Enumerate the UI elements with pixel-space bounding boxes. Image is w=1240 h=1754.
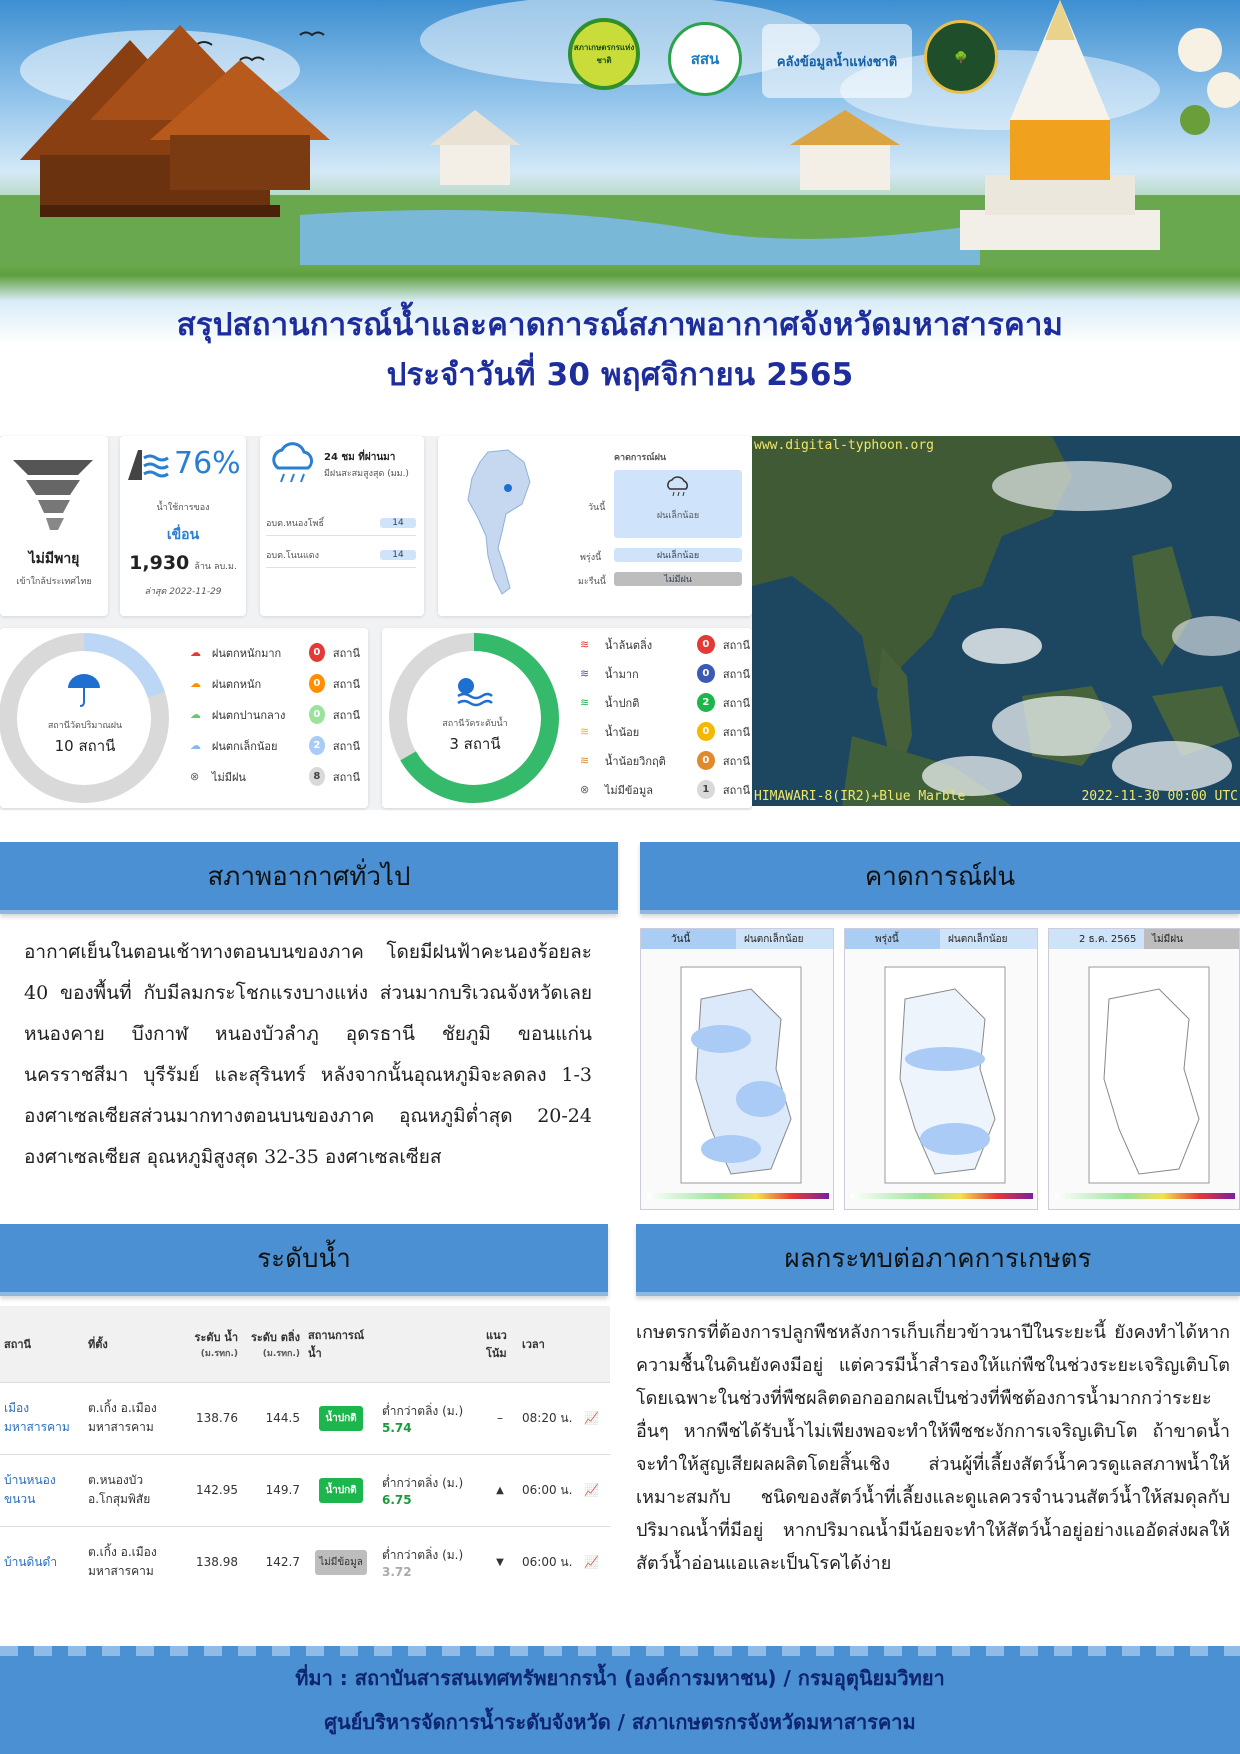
rain24-station-value: 14	[380, 518, 416, 528]
legend-overflow	[580, 630, 750, 659]
legend-unit: สถานี	[722, 696, 750, 710]
bank-level-value: 142.7	[242, 1526, 304, 1598]
province-rain-map	[641, 949, 835, 1211]
station-location: ต.เกิ้ง อ.เมือง มหาสารคาม	[84, 1382, 180, 1454]
forecast-header: คาดการณ์ฝน	[614, 453, 667, 463]
rain24-title-2: มีฝนสะสมสูงสุด (มม.)	[324, 469, 409, 479]
rain24-station-name: อบต.โนนแดง	[266, 550, 320, 561]
tornado-icon	[8, 450, 98, 540]
footer-source-line-1: ที่มา : สถาบันสารสนเทศทรัพยากรน้ำ (องค์การมหาชน) / กรมอุตุนิยมวิทยา	[295, 1666, 945, 1690]
col-time: เวลา	[518, 1306, 580, 1382]
legend-no-rain	[190, 762, 360, 791]
no-rain-icon: ⊗	[190, 770, 200, 783]
wave-navy-icon: ≋	[580, 667, 590, 680]
legend-unit: สถานี	[722, 638, 750, 652]
legend-unit: สถานี	[722, 754, 750, 768]
agriculture-text: เกษตรกรที่ต้องการปลูกพืชหลังการเก็บเกี่ยวข้าวนาปีในระยะนี้ ยังคงทำได้หากความชื้นในดินยังคงมีอยู่ แต่ควรมีน้ำสำรองให้แก่พืชในช่วงระยะเจริญเติบโต โดยเฉพาะในช่วงที่พืชผลิตดอกออกผลเป็นช่วงที่พืชต้องการน้ำมากกว่าระยะอื่นๆ หากพืชได้รับน้ำไม่เพียงพอจะทำให้พืชชะงักการเจริญเติบโต ถ้าขาดน้ำจะทำให้สูญเสียผลผลิตโดยสิ้นเชิง ส่วนผู้ที่เลี้ยงสัตว์น้ำควรดูแลสภาพน้ำให้เหมาะสมกับ ชนิดของสัตว์น้ำที่เลี้ยงและดูแลควรจำนวนสัตว์น้ำให้สมดุลกับปริมาณน้ำที่มีอยู่ หากปริมาณน้ำมีน้อยจะทำให้สัตว์น้ำอยู่อย่างแออัดส่งผลให้สัตว์น้ำอ่อนแอและเป็นโรคได้ง่าย	[636, 1322, 1230, 1574]
dam-card	[120, 436, 246, 616]
water-stations-center-label: สถานีวัดระดับน้ำ	[442, 719, 508, 729]
title-line-1: สรุปสถานการณ์น้ำและคาดการณ์สภาพอากาศจังหวัดมหาสารคาม	[176, 307, 1064, 343]
col-bank-label: ระดับ ตลิ่ง	[250, 1330, 300, 1344]
legend-label: น้ำปกติ	[604, 696, 640, 710]
legend-count: 0	[697, 722, 715, 741]
legend-count: 2	[309, 736, 325, 755]
dam-volume-unit: ล้าน ลบ.ม.	[194, 562, 237, 572]
legend-label: น้ำล้นตลิ่ง	[604, 638, 653, 652]
status-cell	[304, 1454, 378, 1526]
province-rain-map	[845, 949, 1039, 1211]
rain24-title-1: 24 ชม ที่ผ่านมา	[324, 452, 396, 463]
station-location: ต.หนองบัว อ.โกสุมพิสัย	[84, 1454, 180, 1526]
water-stations-count: 3 สถานี	[449, 735, 501, 753]
legend-light	[190, 731, 360, 760]
forecast-tomorrow-value: ฝนเล็กน้อย	[614, 548, 742, 562]
rain-map-status: ฝนตกเล็กน้อย	[736, 929, 833, 949]
legend-label: ไม่มีฝน	[211, 770, 246, 784]
satellite-timestamp: 2022-11-30 00:00 UTC	[1081, 789, 1238, 804]
national-water-data-logo	[762, 24, 912, 98]
water-level-heading: ระดับน้ำ	[0, 1224, 608, 1296]
table-row	[0, 1454, 610, 1526]
legend-label: ไม่มีข้อมูล	[604, 783, 654, 797]
rain-forecast-map-day3	[1048, 928, 1240, 1210]
station-link[interactable]: บ้านหนอง ขนวน	[0, 1454, 84, 1526]
legend-count: 0	[697, 751, 715, 770]
rain-map-day: วันนี้	[641, 929, 736, 949]
weather-heading: สภาพอากาศทั่วไป	[0, 842, 618, 914]
water-stations-card	[382, 628, 752, 808]
diff-label: ต่ำกว่าตลิ่ง (ม.)	[382, 1403, 464, 1418]
forecast-today-box	[614, 470, 742, 538]
dam-volume: 1,930	[129, 552, 190, 574]
rain24-row	[266, 542, 416, 568]
trend-indicator: –	[482, 1382, 518, 1454]
rain-map-day: พรุ่งนี้	[845, 929, 940, 949]
rain-stations-legend	[190, 638, 360, 798]
storm-status: ไม่มีพายุ	[28, 551, 80, 567]
rain-stations-count: 10 สถานี	[54, 737, 116, 755]
station-link[interactable]: เมือง มหาสารคาม	[0, 1382, 84, 1454]
rain-cloud-blue-icon: ☁	[190, 739, 201, 752]
legend-heavy-rain	[190, 638, 360, 667]
chart-icon[interactable]: 📈	[580, 1382, 610, 1454]
water-level-clock-icon	[454, 676, 494, 708]
water-level-value: 142.95	[180, 1454, 242, 1526]
legend-moderate	[190, 700, 360, 729]
col-location: ที่ตั้ง	[84, 1306, 180, 1382]
rain-cloud-orange-icon: ☁	[190, 677, 201, 690]
satellite-caption: HIMAWARI-8(IR2)+Blue Marble	[754, 789, 966, 804]
reading-time: 08:20 น.	[518, 1382, 580, 1454]
legend-low	[580, 717, 750, 746]
hii-logo	[668, 22, 742, 96]
status-cell	[304, 1382, 378, 1454]
legend-label: ฝนตกหนักมาก	[211, 646, 282, 660]
rain24-row	[266, 510, 416, 536]
diff-value: 5.74	[382, 1420, 412, 1435]
rain24-card	[260, 436, 424, 616]
diff-value: 3.72	[382, 1564, 412, 1579]
col-level-label: ระดับ น้ำ	[194, 1330, 238, 1344]
status-badge: น้ำปกติ	[319, 1478, 362, 1503]
status-badge: น้ำปกติ	[319, 1406, 362, 1431]
water-level-table	[0, 1306, 610, 1598]
diff-cell	[378, 1526, 482, 1598]
legend-label: น้ำมาก	[604, 667, 639, 681]
rain24-station-value: 14	[380, 550, 416, 560]
forecast-after-label: มะรืนนี้	[578, 577, 606, 587]
trend-indicator: ▲	[482, 1454, 518, 1526]
provincial-tree-logo	[924, 20, 998, 94]
rain-stations-card	[0, 628, 368, 808]
col-trend: แนว โน้ม	[482, 1306, 518, 1382]
no-data-icon: ⊗	[580, 783, 590, 796]
rain-stations-center-label: สถานีวัดปริมาณฝน	[47, 721, 123, 731]
satellite-source: www.digital-typhoon.org	[754, 438, 935, 453]
diff-cell	[378, 1382, 482, 1454]
legend-count: 0	[309, 643, 325, 662]
table-row	[0, 1526, 610, 1598]
col-bank-unit: (ม.รทก.)	[262, 1348, 300, 1359]
legend-count: 0	[309, 705, 325, 724]
rain-cloud-icon	[270, 442, 318, 486]
legend-label: น้ำน้อยวิกฤติ	[604, 754, 666, 768]
rain-map-status: ฝนตกเล็กน้อย	[940, 929, 1037, 949]
satellite-map	[752, 436, 1240, 806]
col-level	[180, 1306, 242, 1382]
legend-unit: สถานี	[332, 646, 360, 660]
rain-map-status: ไม่มีฝน	[1144, 929, 1239, 949]
col-diff	[378, 1306, 482, 1382]
title-line-2: ประจำวันที่ 30 พฤศจิกายน 2565	[386, 357, 854, 393]
legend-label: น้ำน้อย	[604, 725, 640, 739]
legend-unit: สถานี	[332, 708, 360, 722]
small-rain-icon	[665, 476, 691, 498]
chart-icon[interactable]: 📈	[580, 1526, 610, 1598]
wave-red-icon: ≋	[580, 638, 590, 651]
rain-forecast-map-today	[640, 928, 834, 1210]
weather-text: อากาศเย็นในตอนเช้าทางตอนบนของภาค โดยมีฝนฟ้าคะนองร้อยละ 40 ของพื้นที่ กับมีลมกระโชกแรงบางแห่ง ส่วนมากบริเวณจังหวัดเลย หนองคาย บึงกาฬ หนองบัวลำภู อุดรธานี ชัยภูมิ ขอนแก่น นครราชสีมา บุรีรัมย์ และสุรินทร์ หลังจากนั้นอุณหภูมิจะลดลง 1-3 องศาเซลเซียสส่วนมากทางตอนบนของภาค อุณหภูมิต่ำสุด 20-24 องศาเซลเซียส อุณหภูมิสูงสุด 32-35 องศาเซลเซียส	[24, 941, 592, 1168]
footer-source-line-2: ศูนย์บริหารจัดการน้ำระดับจังหวัด / สภาเกษตรกรจังหวัดมหาสารคาม	[324, 1710, 916, 1734]
legend-critical-low	[580, 746, 750, 775]
water-level-value: 138.98	[180, 1526, 242, 1598]
legend-count: 2	[697, 693, 715, 712]
header-banner	[0, 0, 1240, 430]
dam-icon	[128, 448, 174, 480]
province-rain-map	[1049, 949, 1240, 1211]
trend-indicator: ▼	[482, 1526, 518, 1598]
col-bank	[242, 1306, 304, 1382]
storm-card	[0, 436, 108, 616]
dashboard	[0, 436, 752, 810]
legend-unit: สถานี	[722, 725, 750, 739]
storm-subtitle: เข้าใกล้ประเทศไทย	[16, 577, 92, 587]
hii-logo-text: สสน	[690, 50, 720, 68]
tree-icon: 🌳	[954, 50, 968, 64]
footer-stripe	[0, 1646, 1240, 1656]
umbrella-24-icon	[66, 672, 102, 708]
agriculture-heading: ผลกระทบต่อภาคการเกษตร	[636, 1224, 1240, 1296]
station-link[interactable]: บ้านดินดำ	[0, 1526, 84, 1598]
forecast-after-value: ไม่มีฝน	[614, 572, 742, 586]
water-level-value: 138.76	[180, 1382, 242, 1454]
rain-forecast-map-tomorrow	[844, 928, 1038, 1210]
forecast-today-label: วันนี้	[588, 503, 606, 513]
satellite-image	[752, 436, 1240, 806]
forecast-tomorrow-label: พรุ่งนี้	[580, 553, 602, 563]
farmers-council-logo	[568, 18, 640, 90]
col-level-unit: (ม.รทก.)	[200, 1348, 238, 1359]
legend-count: 0	[697, 664, 715, 683]
legend-label: ฝนตกเล็กน้อย	[211, 739, 278, 753]
diff-value: 6.75	[382, 1492, 412, 1507]
legend-count: 1	[697, 780, 715, 799]
legend-unit: สถานี	[722, 667, 750, 681]
dam-updated: ล่าสุด 2022-11-29	[144, 587, 222, 597]
chart-icon[interactable]: 📈	[580, 1454, 610, 1526]
legend-count: 8	[309, 767, 325, 786]
legend-label: ฝนตกปานกลาง	[211, 708, 286, 722]
legend-normal	[580, 688, 750, 717]
footer	[0, 1646, 1240, 1754]
dam-percent: 76%	[174, 446, 241, 481]
farmers-council-logo-text: สภาเกษตรกรแห่งชาติ	[573, 43, 635, 65]
legend-label: ฝนตกหนัก	[211, 677, 262, 691]
diff-cell	[378, 1454, 482, 1526]
wave-green-icon: ≋	[580, 696, 590, 709]
legend-count: 0	[697, 635, 715, 654]
legend-unit: สถานี	[722, 783, 750, 797]
thailand-map-icon	[458, 448, 538, 598]
bank-level-value: 144.5	[242, 1382, 304, 1454]
station-location: ต.เกิ้ง อ.เมือง มหาสารคาม	[84, 1526, 180, 1598]
legend-unit: สถานี	[332, 739, 360, 753]
legend-unit: สถานี	[332, 677, 360, 691]
dam-caption-1: น้ำใช้การของ	[156, 503, 210, 513]
diff-label: ต่ำกว่าตลิ่ง (ม.)	[382, 1547, 464, 1562]
reading-time: 06:00 น.	[518, 1526, 580, 1598]
reading-time: 06:00 น.	[518, 1454, 580, 1526]
status-cell	[304, 1526, 378, 1598]
forecast-card	[438, 436, 752, 616]
diff-label: ต่ำกว่าตลิ่ง (ม.)	[382, 1475, 464, 1490]
legend-heavy	[190, 669, 360, 698]
legend-no-data	[580, 775, 750, 804]
table-row	[0, 1382, 610, 1454]
legend-unit: สถานี	[332, 770, 360, 784]
wave-yellow-icon: ≋	[580, 725, 590, 738]
bank-level-value: 149.7	[242, 1454, 304, 1526]
table-header-row	[0, 1306, 610, 1382]
page-title	[0, 300, 1240, 400]
status-badge: ไม่มีข้อมูล	[315, 1550, 367, 1575]
water-stations-legend	[580, 630, 750, 806]
col-status: สถานการณ์ น้ำ	[304, 1306, 378, 1382]
rain24-station-name: อบต.หนองโพธิ์	[266, 518, 324, 529]
heavy-rain-cloud-icon: ☁	[190, 646, 201, 659]
legend-count: 0	[309, 674, 325, 693]
rain-forecast-heading: คาดการณ์ฝน	[640, 842, 1240, 914]
wave-orange-icon: ≋	[580, 754, 590, 767]
col-chart	[580, 1306, 610, 1382]
dam-caption-2: เขื่อน	[166, 527, 200, 543]
legend-high	[580, 659, 750, 688]
col-station: สถานี	[0, 1306, 84, 1382]
national-water-data-logo-text: คลังข้อมูลน้ำแห่งชาติ	[776, 54, 898, 70]
rain-map-day: 2 ธ.ค. 2565	[1049, 929, 1144, 949]
rain-cloud-green-icon: ☁	[190, 708, 201, 721]
forecast-today-value: ฝนเล็กน้อย	[656, 511, 700, 521]
